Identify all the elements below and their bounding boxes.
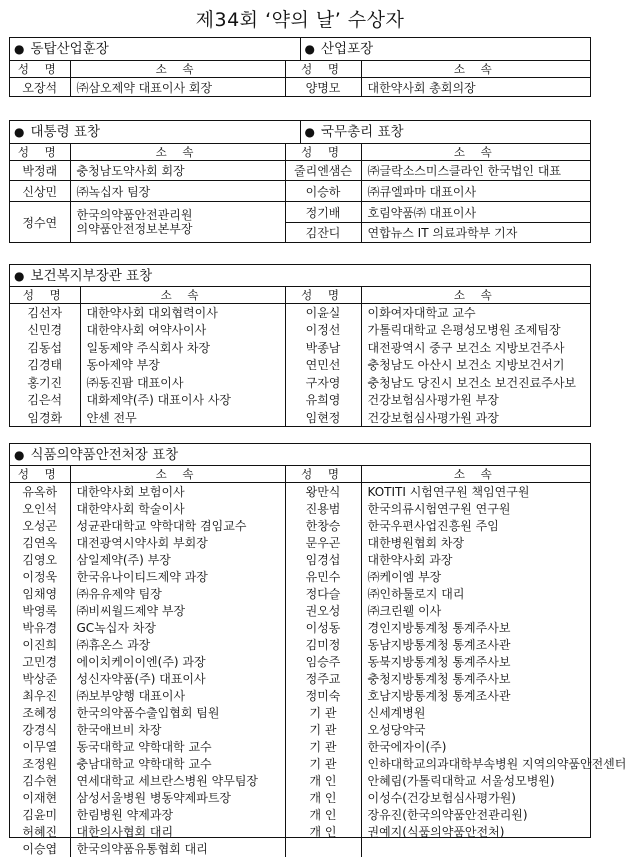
recipient-affiliation: 장유진(한국의약품안전관리원) bbox=[361, 806, 590, 823]
recipient-name: 정수연 bbox=[10, 202, 70, 243]
table-row bbox=[10, 374, 590, 392]
recipient-affiliation: 한림병원 약제과장 bbox=[70, 806, 285, 823]
award-table bbox=[10, 61, 590, 97]
column-header-affiliation: 소 속 bbox=[70, 466, 285, 483]
recipient-name: 박상준 bbox=[22, 672, 58, 686]
recipient-name: 개 인 bbox=[285, 772, 361, 789]
recipient-name: 김잔디 bbox=[285, 223, 361, 243]
table-row bbox=[10, 704, 590, 721]
recipient-name: 문우곤 bbox=[285, 534, 361, 551]
recipient-affiliation: 안혜림(가톨릭대학교 서울성모병원) bbox=[361, 772, 590, 789]
table-row bbox=[10, 304, 590, 322]
recipient-affiliation: 대전광역시 중구 보건소 지방보건주사 bbox=[361, 339, 590, 357]
recipient-name: 임경섭 bbox=[285, 551, 361, 568]
recipient-affiliation: 충청지방통계청 통계주사보 bbox=[361, 670, 590, 687]
recipient-name: 최우진 bbox=[22, 689, 58, 703]
table-row bbox=[10, 483, 590, 501]
recipient-affiliation: 가톨릭대학교 은평성모병원 조제팀장 bbox=[361, 321, 590, 339]
table-row bbox=[10, 840, 590, 857]
recipient-affiliation: 한국의약품유통협회 대리 bbox=[70, 840, 285, 857]
section-title: 국무총리 표창 bbox=[320, 124, 404, 140]
recipient-affiliation: 동국대학교 약학대학 교수 bbox=[70, 738, 285, 755]
recipient-affiliation bbox=[70, 202, 285, 243]
recipient-name: 줄리엔샘슨 bbox=[285, 161, 361, 181]
recipient-name: 김선자 bbox=[27, 306, 63, 320]
section-health-minister-award bbox=[9, 264, 591, 427]
recipient-affiliation: 충남대학교 약학대학 교수 bbox=[70, 755, 285, 772]
section-title: 대통령 표창 bbox=[30, 124, 100, 140]
recipient-name: 이승하 bbox=[285, 181, 361, 202]
recipient-affiliation: 건강보험심사평가원 과장 bbox=[361, 409, 590, 427]
recipient-name: 유옥하 bbox=[22, 485, 58, 499]
recipient-name: 김윤미 bbox=[22, 808, 58, 822]
recipient-affiliation: ㈜큐엘파마 대표이사 bbox=[361, 181, 590, 202]
section-presidential-award bbox=[9, 120, 591, 243]
table-row bbox=[10, 636, 590, 653]
recipient-name: 김미정 bbox=[285, 636, 361, 653]
recipient-name: 이정욱 bbox=[22, 570, 58, 584]
recipient-name: 고민경 bbox=[22, 655, 58, 669]
recipient-affiliation: ㈜케이엠 부장 bbox=[361, 568, 590, 585]
recipient-affiliation: 권예지(식품의약품안전처) bbox=[361, 823, 590, 840]
recipient-name: 김수현 bbox=[22, 774, 58, 788]
recipient-name: 신상민 bbox=[10, 181, 70, 202]
column-header-name: 성 명 bbox=[285, 144, 361, 161]
section-mfds-minister-award bbox=[9, 443, 626, 856]
table-row bbox=[10, 619, 590, 636]
column-header-name: 성 명 bbox=[285, 61, 361, 78]
section-heading bbox=[10, 265, 590, 286]
affiliation-line: 한국의약품안전관리원 bbox=[76, 208, 193, 223]
recipient-affiliation: 대전광역시약사회 부회장 bbox=[70, 534, 285, 551]
recipient-name: 한창승 bbox=[285, 517, 361, 534]
recipient-name: 신민경 bbox=[27, 323, 63, 338]
recipient-name: 이윤실 bbox=[285, 304, 361, 322]
recipient-affiliation: GC녹십자 차장 bbox=[70, 619, 285, 636]
column-header-name: 성 명 bbox=[10, 466, 70, 483]
table-row bbox=[10, 738, 590, 755]
column-header-name: 성 명 bbox=[285, 466, 361, 483]
recipient-affiliation: 호림약품㈜ 대표이사 bbox=[361, 202, 590, 223]
recipient-affiliation: 대한약사회 학술이사 bbox=[70, 500, 285, 517]
table-row bbox=[10, 585, 590, 602]
recipient-name: 강경식 bbox=[22, 723, 58, 737]
column-header-affiliation: 소 속 bbox=[361, 466, 590, 483]
section-heading-left bbox=[10, 38, 300, 60]
table-row bbox=[10, 78, 590, 97]
recipient-affiliation: 연세대학교 세브란스병원 약무팀장 bbox=[70, 772, 285, 789]
table-row bbox=[10, 687, 590, 704]
recipient-name: 박정래 bbox=[22, 164, 58, 178]
recipient-name: 개 인 bbox=[285, 806, 361, 823]
recipient-affiliation: 한국에자이(주) bbox=[361, 738, 590, 755]
table-row bbox=[10, 534, 590, 551]
recipient-name: 정다슬 bbox=[285, 585, 361, 602]
recipient-affiliation: 성균관대학교 약학대학 겸임교수 bbox=[70, 517, 285, 534]
section-order-medal bbox=[9, 37, 591, 97]
recipient-affiliation: ㈜크린웰 이사 bbox=[361, 602, 590, 619]
recipient-name: 구자영 bbox=[285, 374, 361, 392]
recipient-affiliation: ㈜동진팜 대표이사 bbox=[80, 374, 285, 392]
recipient-affiliation: 얀센 전무 bbox=[80, 409, 285, 427]
section-title: 보건복지부장관 표창 bbox=[30, 268, 153, 284]
recipient-affiliation: 동남지방통계청 통계조사관 bbox=[361, 636, 590, 653]
affiliation-line: 의약품안전정보본부장 bbox=[76, 222, 193, 237]
recipient-affiliation: 대한약사회 보험이사 bbox=[70, 483, 285, 501]
recipient-affiliation: ㈜유유제약 팀장 bbox=[70, 585, 285, 602]
recipient-affiliation: 경인지방통계청 통계주사보 bbox=[361, 619, 590, 636]
recipient-affiliation: ㈜보부양행 대표이사 bbox=[70, 687, 285, 704]
recipient-affiliation: 연합뉴스 IT 의료과학부 기자 bbox=[361, 223, 590, 243]
recipient-name: 양명모 bbox=[285, 78, 361, 97]
column-header-name: 성 명 bbox=[285, 287, 361, 304]
recipient-name: 김경태 bbox=[27, 358, 63, 373]
table-row bbox=[10, 409, 590, 427]
page-title: 제34회 ‘약의 날’ 수상자 bbox=[195, 9, 405, 31]
table-row bbox=[10, 772, 590, 789]
table-row bbox=[10, 721, 590, 738]
recipient-name: 정미숙 bbox=[285, 687, 361, 704]
column-header-affiliation: 소 속 bbox=[361, 144, 590, 161]
recipient-name: 왕만식 bbox=[285, 483, 361, 501]
recipient-name: 개 인 bbox=[285, 789, 361, 806]
recipient-affiliation: 동아제약 부장 bbox=[80, 356, 285, 374]
recipient-name: 정기배 bbox=[285, 202, 361, 223]
recipient-name: 기 관 bbox=[285, 704, 361, 721]
section-heading-right bbox=[300, 121, 591, 143]
table-row bbox=[10, 321, 590, 339]
recipient-affiliation: 충청남도 아산시 보건소 지방보건서기 bbox=[361, 356, 590, 374]
recipient-name: 김영오 bbox=[22, 553, 58, 567]
recipient-affiliation: 대한의사협회 대리 bbox=[70, 823, 285, 840]
table-row bbox=[10, 670, 590, 687]
recipient-affiliation: 대한약사회 과장 bbox=[361, 551, 590, 568]
bullet-icon: ● bbox=[14, 269, 25, 283]
recipient-name: 권오성 bbox=[285, 602, 361, 619]
recipient-affiliation: ㈜인하툴로지 대리 bbox=[361, 585, 590, 602]
recipient-affiliation: 일동제약 주식회사 차장 bbox=[80, 339, 285, 357]
table-row bbox=[10, 755, 590, 772]
table-row bbox=[10, 500, 590, 517]
recipient-name: 기 관 bbox=[285, 755, 361, 772]
award-table bbox=[10, 287, 590, 426]
section-heading-left bbox=[10, 121, 300, 143]
recipient-name bbox=[285, 840, 361, 857]
recipient-name: 유희영 bbox=[285, 391, 361, 409]
recipient-affiliation: 대화제약(주) 대표이사 사장 bbox=[80, 391, 285, 409]
recipient-name: 조혜정 bbox=[22, 706, 58, 720]
recipient-name: 임채영 bbox=[22, 587, 58, 601]
recipient-name: 임승주 bbox=[285, 653, 361, 670]
table-row bbox=[10, 339, 590, 357]
recipient-name: 유민수 bbox=[285, 568, 361, 585]
column-header-affiliation: 소 속 bbox=[361, 61, 590, 78]
table-row bbox=[10, 202, 590, 223]
recipient-affiliation: 대한약사회 총회의장 bbox=[361, 78, 590, 97]
recipient-affiliation: 한국의약품수출입협회 팀원 bbox=[70, 704, 285, 721]
recipient-affiliation: 건강보험심사평가원 부장 bbox=[361, 391, 590, 409]
recipient-name: 연민선 bbox=[285, 356, 361, 374]
recipient-affiliation: 성신자약품(주) 대표이사 bbox=[70, 670, 285, 687]
recipient-affiliation: 삼성서울병원 병동약제파트장 bbox=[70, 789, 285, 806]
column-header-name: 성 명 bbox=[10, 287, 80, 304]
recipient-affiliation: 대한병원협회 차장 bbox=[361, 534, 590, 551]
table-row bbox=[10, 517, 590, 534]
recipient-affiliation: KOTITI 시험연구원 책임연구원 bbox=[361, 483, 590, 501]
recipient-name: 김동섭 bbox=[27, 340, 63, 355]
recipient-affiliation: 이성수(건강보험심사평가원) bbox=[361, 789, 590, 806]
bullet-icon: ● bbox=[304, 42, 315, 56]
recipient-affiliation: 호남지방통계청 통계조사관 bbox=[361, 687, 590, 704]
recipient-name: 홍기진 bbox=[27, 375, 63, 390]
recipient-affiliation: 인하대학교의과대학부속병원 지역의약품안전센터 bbox=[361, 755, 590, 772]
recipient-name: 임현정 bbox=[285, 409, 361, 427]
recipient-name: 진용범 bbox=[285, 500, 361, 517]
section-heading-right bbox=[300, 38, 591, 60]
section-title: 산업포장 bbox=[320, 41, 374, 57]
award-table bbox=[10, 144, 590, 243]
recipient-affiliation: ㈜글락소스미스클라인 한국법인 대표 bbox=[361, 161, 590, 181]
column-header-affiliation: 소 속 bbox=[70, 144, 285, 161]
recipient-affiliation: 충청남도 당진시 보건소 보건진료주사보 bbox=[361, 374, 590, 392]
recipient-affiliation: ㈜녹십자 팀장 bbox=[70, 181, 285, 202]
table-row bbox=[10, 806, 590, 823]
recipient-name: 김은석 bbox=[27, 393, 63, 408]
recipient-name: 조정원 bbox=[22, 757, 58, 771]
recipient-name: 이정선 bbox=[285, 321, 361, 339]
recipient-name: 이승엽 bbox=[22, 842, 58, 856]
recipient-name: 이재현 bbox=[22, 791, 58, 805]
recipient-affiliation: 이화여자대학교 교수 bbox=[361, 304, 590, 322]
bullet-icon: ● bbox=[14, 448, 25, 462]
table-row bbox=[10, 551, 590, 568]
recipient-affiliation: ㈜휴온스 과장 bbox=[70, 636, 285, 653]
table-row bbox=[10, 181, 590, 202]
table-row bbox=[10, 653, 590, 670]
recipient-affiliation: ㈜삼오제약 대표이사 회장 bbox=[70, 78, 285, 97]
table-row bbox=[10, 161, 590, 181]
section-title: 식품의약품안전처장 표창 bbox=[30, 447, 179, 463]
column-header-affiliation: 소 속 bbox=[70, 61, 285, 78]
table-row bbox=[10, 391, 590, 409]
recipient-name: 이성동 bbox=[285, 619, 361, 636]
recipient-name: 김연옥 bbox=[22, 536, 58, 550]
table-row bbox=[10, 568, 590, 585]
recipient-name: 정주교 bbox=[285, 670, 361, 687]
column-header-name: 성 명 bbox=[10, 61, 70, 78]
column-header-affiliation: 소 속 bbox=[80, 287, 285, 304]
table-row bbox=[10, 823, 590, 840]
recipient-affiliation: 충청남도약사회 회장 bbox=[70, 161, 285, 181]
recipient-affiliation bbox=[361, 840, 590, 857]
recipient-affiliation: 오성당약국 bbox=[361, 721, 590, 738]
award-table bbox=[10, 466, 626, 857]
column-header-name: 성 명 bbox=[10, 144, 70, 161]
table-row bbox=[10, 602, 590, 619]
recipient-affiliation: 대한약사회 여약사이사 bbox=[80, 321, 285, 339]
column-header-affiliation: 소 속 bbox=[361, 287, 590, 304]
recipient-name: 박유경 bbox=[22, 621, 58, 635]
recipient-name: 개 인 bbox=[285, 823, 361, 840]
recipient-name: 오장석 bbox=[22, 80, 58, 95]
section-title: 동탑산업훈장 bbox=[30, 41, 109, 57]
recipient-name: 오성곤 bbox=[22, 519, 58, 533]
recipient-name: 이무열 bbox=[22, 740, 58, 754]
table-row bbox=[10, 356, 590, 374]
recipient-name: 오인석 bbox=[22, 502, 58, 516]
bullet-icon: ● bbox=[14, 125, 25, 139]
recipient-name: 기 관 bbox=[285, 721, 361, 738]
recipient-affiliation: 동북지방통계청 통계주사보 bbox=[361, 653, 590, 670]
section-heading bbox=[10, 444, 590, 465]
recipient-affiliation: 한국의류시험연구원 연구원 bbox=[361, 500, 590, 517]
recipient-affiliation: 에이치케이이엔(주) 과장 bbox=[70, 653, 285, 670]
bullet-icon: ● bbox=[304, 125, 315, 139]
recipient-affiliation: 대한약사회 대외협력이사 bbox=[80, 304, 285, 322]
recipient-name: 박영록 bbox=[22, 604, 58, 618]
recipient-affiliation: 한국유나이티드제약 과장 bbox=[70, 568, 285, 585]
recipient-affiliation: 한국애브비 차장 bbox=[70, 721, 285, 738]
recipient-affiliation: ㈜비씨월드제약 부장 bbox=[70, 602, 285, 619]
recipient-name: 임경화 bbox=[27, 410, 63, 425]
recipient-name: 허혜진 bbox=[22, 825, 58, 839]
bullet-icon: ● bbox=[14, 42, 25, 56]
recipient-name: 기 관 bbox=[285, 738, 361, 755]
recipient-name: 이진희 bbox=[22, 638, 58, 652]
recipient-name: 박종남 bbox=[285, 339, 361, 357]
recipient-affiliation: 한국우편사업진흥원 주임 bbox=[361, 517, 590, 534]
recipient-affiliation: 신세계병원 bbox=[361, 704, 590, 721]
table-row bbox=[10, 789, 590, 806]
recipient-affiliation: 삼일제약(주) 부장 bbox=[70, 551, 285, 568]
